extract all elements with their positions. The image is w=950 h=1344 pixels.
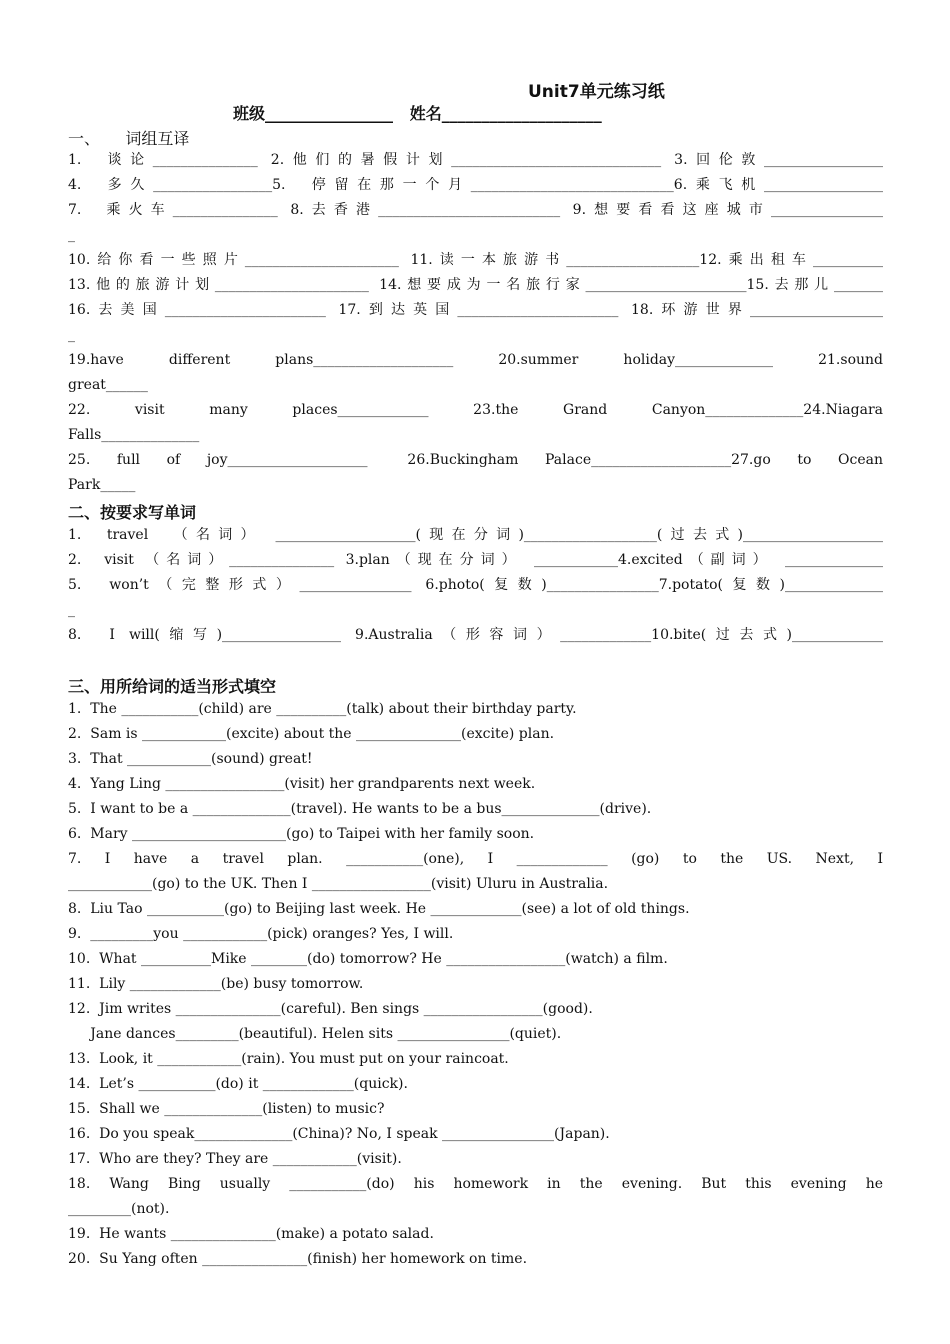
section3-line: 11. Lily _____________(be) busy tomorrow.: [68, 976, 364, 992]
section2-line: 8. I will(缩写)_________________ 9.Australia（形容词）_____________10.bite(过去式)_____________: [68, 627, 883, 643]
section3-line: 20. Su Yang often _______________(finish) her homework on time.: [68, 1251, 528, 1267]
section2-heading: 二、按要求写单词: [68, 503, 197, 522]
section3-line: 8. Liu Tao ___________(go) to Beijing last week. He _____________(see) a lot of old things.: [68, 901, 690, 917]
section3-line: 10. What __________Mike ________(do) tomorrow? He _________________(watch) a film.: [68, 951, 668, 967]
section3-line: 19. He wants _______________(make) a potato salad.: [68, 1226, 434, 1242]
section2-line: 1. travel （名词） ____________________(现在分词)___________________(过去式)____________________: [68, 527, 883, 543]
section3-line: 3. That ____________(sound) great!: [68, 751, 313, 767]
section1-line: 16.去美国_______________________ 17.到达英国_______________________ 18.环游世界___________________: [68, 302, 883, 318]
section1-line: 25. full of joy____________________ 26.Buckingham Palace____________________27.go to Ocean: [68, 452, 883, 468]
section1-line: 1. 谈论_______________ 2.他们的暑假计划______________________________ 3.回伦敦_________________: [68, 152, 883, 168]
section3-line: 18. Wang Bing usually ___________(do) his homework in the evening. But this evening he: [68, 1176, 883, 1192]
section1-line: _: [68, 327, 75, 343]
section3-line: 14. Let’s ___________(do) it _____________(quick).: [68, 1076, 408, 1092]
section3-line: 5. I want to be a ______________(travel). He wants to be a bus______________(drive).: [68, 801, 652, 817]
section2-line: _: [68, 602, 75, 618]
section3-line: Jane dances_________(beautiful). Helen sits ________________(quiet).: [68, 1026, 562, 1042]
section3-line: 15. Shall we ______________(listen) to music?: [68, 1101, 385, 1117]
section3-line: 12. Jim writes _______________(careful). Ben sings _________________(good).: [68, 1001, 593, 1017]
section1-line: Park_____: [68, 477, 136, 493]
page-title: Unit7单元练习纸: [528, 82, 665, 102]
section1-line: 7. 乘火车_______________ 8.去香港__________________________ 9.想要看看这座城市________________: [68, 202, 883, 218]
section1-line: 19.have different plans____________________ 20.summer holiday______________ 21.sound: [68, 352, 883, 368]
section3-heading: 三、用所给词的适当形式填空: [68, 677, 277, 696]
section3-line: 9. _________you ____________(pick) oranges? Yes, I will.: [68, 926, 454, 942]
section3-line: 1. The ___________(child) are __________(talk) about their birthday party.: [68, 701, 577, 717]
section3-line: 6. Mary ______________________(go) to Taipei with her family soon.: [68, 826, 535, 842]
section3-line: 16. Do you speak______________(China)? No, I speak ________________(Japan).: [68, 1126, 610, 1142]
section3-line: 17. Who are they? They are ____________(visit).: [68, 1151, 402, 1167]
section1-heading: 一、 词组互译: [68, 129, 190, 148]
section1-line: _: [68, 227, 75, 243]
section3-line: 7. I have a travel plan. ___________(one), I _____________ (go) to the US. Next, I: [68, 851, 883, 867]
section3-line: 13. Look, it ____________(rain). You must put on your raincoat.: [68, 1051, 509, 1067]
section1-line: 10.给你看一些照片______________________ 11.读一本旅游书___________________12.乘出租车__________: [68, 252, 883, 268]
section2-line: 5. won’t（完整形式）________________ 6.photo(复数)________________7.potato(复数)______________: [68, 577, 883, 593]
section1-line: great______: [68, 377, 148, 393]
section3-line: 2. Sam is ____________(excite) about the _______________(excite) plan.: [68, 726, 555, 742]
section3-line: _________(not).: [68, 1201, 170, 1217]
section1-line: 4. 多久_________________5. 停留在那一个月_____________________________6.乘飞机_________________: [68, 177, 883, 193]
section1-line: 22. visit many places_____________ 23.the Grand Canyon______________24.Niagara: [68, 402, 883, 418]
section3-line: ____________(go) to the UK. Then I _________________(visit) Uluru in Australia.: [68, 876, 609, 892]
class-name-line: 班级________________ 姓名____________________: [233, 104, 602, 123]
section2-line: 2. visit （名词）_______________ 3.plan（现在分词） ____________4.excited（副词） ______________: [68, 552, 883, 568]
section1-line: Falls______________: [68, 427, 200, 443]
section1-line: 13.他的旅游计划______________________ 14.想要成为一名旅行家_______________________15.去那儿_______: [68, 277, 883, 293]
section3-line: 4. Yang Ling _________________(visit) her grandparents next week.: [68, 776, 536, 792]
